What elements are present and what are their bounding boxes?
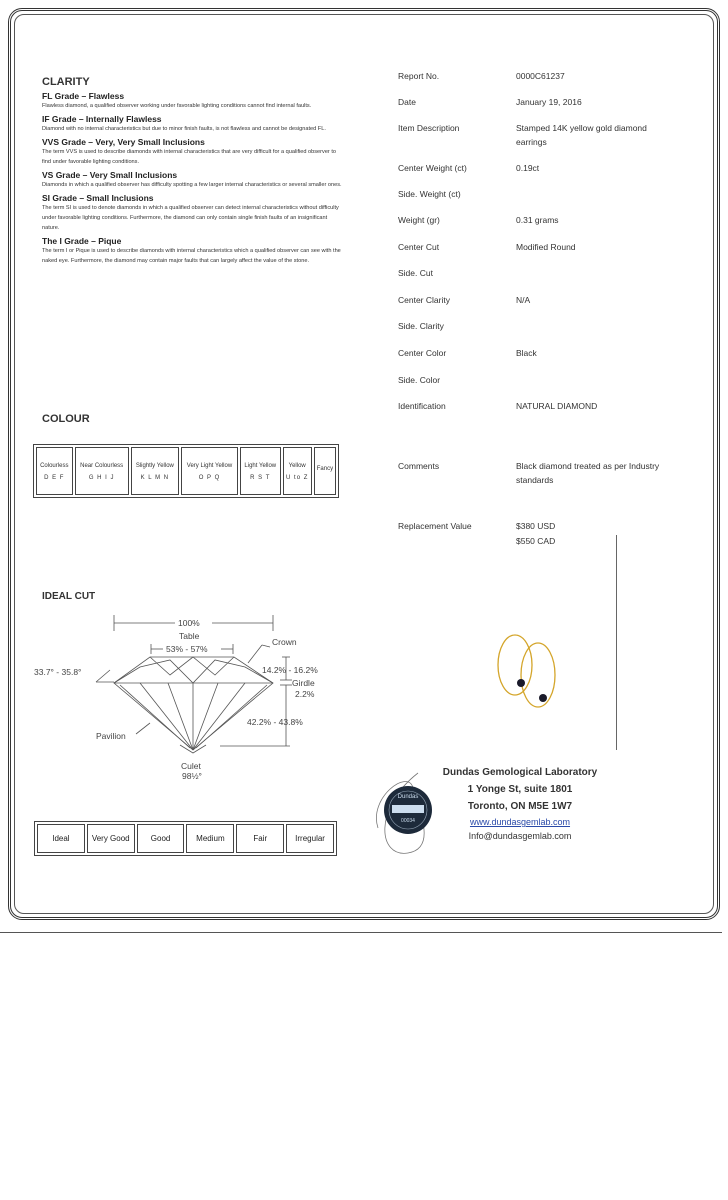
cut-grade-cell: Medium xyxy=(186,824,234,853)
colour-name: Near Colourless xyxy=(80,462,124,469)
colour-title: COLOUR xyxy=(42,413,90,425)
report-label: Side. Clarity xyxy=(398,321,444,331)
colour-cell xyxy=(314,447,336,495)
report-value-text: Black xyxy=(516,348,537,358)
crown-angle-value: 33.7° - 35.8° xyxy=(34,667,82,677)
clarity-grade-heading: FL Grade – Flawless xyxy=(42,91,125,101)
report-row xyxy=(398,346,658,360)
cut-scale-table xyxy=(34,821,337,856)
report-value xyxy=(516,459,666,487)
culet-value: 98½° xyxy=(182,771,202,781)
report-row xyxy=(398,399,658,413)
report-value xyxy=(516,121,666,149)
clarity-section xyxy=(42,76,342,266)
colour-grades: G H I J xyxy=(88,474,115,481)
table-value: 53% - 57% xyxy=(166,644,208,654)
report-value xyxy=(516,69,666,83)
report-value xyxy=(516,213,666,227)
report-value xyxy=(516,519,666,548)
colour-grades: O P Q xyxy=(198,474,221,481)
clarity-grade-text: Flawless diamond, a qualified observer working under favorable lighting conditions cannot find internal faults. xyxy=(42,103,312,109)
colour-cell xyxy=(181,447,238,495)
report-row xyxy=(398,266,658,280)
report-value xyxy=(516,240,666,254)
report-label: Replacement Value xyxy=(398,521,472,531)
crown-height-value: 14.2% - 16.2% xyxy=(262,665,318,675)
report-value xyxy=(516,95,666,109)
earrings-photo xyxy=(488,620,568,730)
report-value xyxy=(516,161,666,175)
cut-grade-cell: Very Good xyxy=(87,824,135,853)
width-label: 100% xyxy=(178,618,200,628)
report-value-text: Modified Round xyxy=(516,242,576,252)
colour-grades: D E F xyxy=(44,474,65,481)
report-row xyxy=(398,95,658,109)
report-value xyxy=(516,293,666,307)
report-label: Comments xyxy=(398,461,440,471)
colour-grades: R S T xyxy=(250,474,271,481)
colour-cell xyxy=(240,447,281,495)
report-row xyxy=(398,319,658,333)
report-label: Side. Weight (ct) xyxy=(398,189,461,199)
ideal-cut-title: IDEAL CUT xyxy=(42,591,96,602)
vertical-rule xyxy=(616,535,617,750)
report-label: Identification xyxy=(398,401,446,411)
colour-cell xyxy=(36,447,73,495)
colour-grades: K L M N xyxy=(140,474,170,481)
cut-grade-cell: Irregular xyxy=(286,824,334,853)
report-label: Center Cut xyxy=(398,242,440,252)
colour-cell xyxy=(283,447,312,495)
cut-grade-cell: Fair xyxy=(236,824,284,853)
report-row xyxy=(398,459,660,485)
colour-scale-table xyxy=(33,444,339,498)
report-value-text: Stamped 14K yellow gold diamond earrings xyxy=(516,123,647,147)
report-label: Side. Color xyxy=(398,375,441,385)
report-value-text: NATURAL DIAMOND xyxy=(516,401,598,411)
report-value xyxy=(516,346,666,360)
pavilion-label: Pavilion xyxy=(96,731,126,741)
report-label: Report No. xyxy=(398,71,440,81)
colour-name: Very Light Yellow xyxy=(186,462,233,469)
colour-cell xyxy=(75,447,129,495)
report-label: Center Clarity xyxy=(398,295,450,305)
clarity-grade-text: The term I or Pique is used to describe diamonds with internal characteristics which a qualified observer can see with the naked eye. Furthermore, the diamond may contain major faults that can largely affect the value of the stone. xyxy=(42,248,341,264)
lab-website-link[interactable]: www.dundasgemlab.com xyxy=(469,817,571,827)
report-label: Side. Cut xyxy=(398,268,433,278)
svg-text:00034: 00034 xyxy=(401,818,415,824)
report-row xyxy=(398,519,658,546)
report-value xyxy=(516,399,666,413)
girdle-label: Girdle xyxy=(292,678,315,688)
report-value-text: 0000C61237 xyxy=(516,71,565,81)
report-row xyxy=(398,69,658,83)
page-divider xyxy=(0,932,722,933)
report-label: Date xyxy=(398,97,416,107)
report-label: Center Color xyxy=(398,348,447,358)
report-label: Center Weight (ct) xyxy=(398,163,467,173)
report-value-text: 0.19ct xyxy=(516,163,540,173)
clarity-grade-heading: VVS Grade – Very, Very Small Inclusions xyxy=(42,137,205,147)
report-row xyxy=(398,240,658,254)
clarity-grade-heading: VS Grade – Very Small Inclusions xyxy=(42,170,178,180)
svg-text:Dundas: Dundas xyxy=(397,794,419,800)
colour-grades: U to Z xyxy=(286,474,309,481)
report-label: Weight (gr) xyxy=(398,215,440,225)
clarity-grade-heading: The I Grade – Pique xyxy=(42,236,122,246)
report-value-text-2: $550 CAD xyxy=(516,536,556,546)
report-value-text: Black diamond treated as per Industry standards xyxy=(516,461,660,485)
pavilion-depth-value: 42.2% - 43.8% xyxy=(247,717,303,727)
clarity-grade-text: The term VVS is used to describe diamonds with internal characteristics that are very difficult for a qualified observer to find under favorable lighting conditions. xyxy=(42,149,337,165)
clarity-grade-text: Diamonds in which a qualified observer has difficulty spotting a few larger internal characteristics or several smaller ones. xyxy=(42,182,342,188)
table-label: Table xyxy=(179,631,200,641)
colour-name: Fancy xyxy=(316,465,334,472)
report-value-text: N/A xyxy=(516,295,531,305)
clarity-grade-heading: IF Grade – Internally Flawless xyxy=(42,114,162,124)
clarity-grade-heading: SI Grade – Small Inclusions xyxy=(42,193,154,203)
report-row xyxy=(398,293,658,307)
report-row xyxy=(398,187,658,201)
clarity-title: CLARITY xyxy=(42,76,90,88)
culet-label: Culet xyxy=(181,761,201,771)
colour-name: Colourless xyxy=(40,462,69,469)
report-row xyxy=(398,213,658,227)
cut-grade-cell: Ideal xyxy=(37,824,85,853)
report-row xyxy=(398,161,658,175)
report-value-text: January 19, 2016 xyxy=(516,97,582,107)
clarity-grade-text: The term SI is used to denote diamonds in which a qualified observer can detect internal characteristics without difficulty under favorable lighting conditions. Furthermore, the diamond can only contain single finish faults of an insignificant nature. xyxy=(42,205,339,231)
crown-label: Crown xyxy=(272,637,297,647)
colour-name: Yellow xyxy=(288,462,306,469)
lab-address-1: 1 Yonge St, suite 1801 xyxy=(467,784,573,795)
lab-info xyxy=(430,764,610,843)
colour-name: Light Yellow xyxy=(244,462,277,469)
clarity-grade-text: Diamond with no internal characteristics but due to minor finish faults, is not flawless and cannot be designated FL. xyxy=(42,126,326,132)
lab-address-2: Toronto, ON M5E 1W7 xyxy=(467,801,573,812)
ideal-cut-diagram xyxy=(34,605,360,785)
report-value-text: 0.31 grams xyxy=(516,215,559,225)
colour-name: Slightly Yellow xyxy=(135,462,174,469)
colour-cell xyxy=(131,447,179,495)
girdle-value: 2.2% xyxy=(295,689,315,699)
report-row xyxy=(398,373,658,387)
report-value-text: $380 USD xyxy=(516,521,556,531)
lab-name: Dundas Gemological Laboratory xyxy=(442,767,598,778)
cut-grade-cell: Good xyxy=(137,824,185,853)
report-label: Item Description xyxy=(398,123,460,133)
lab-email: Info@dundasgemlab.com xyxy=(468,831,572,841)
report-row xyxy=(398,121,658,147)
